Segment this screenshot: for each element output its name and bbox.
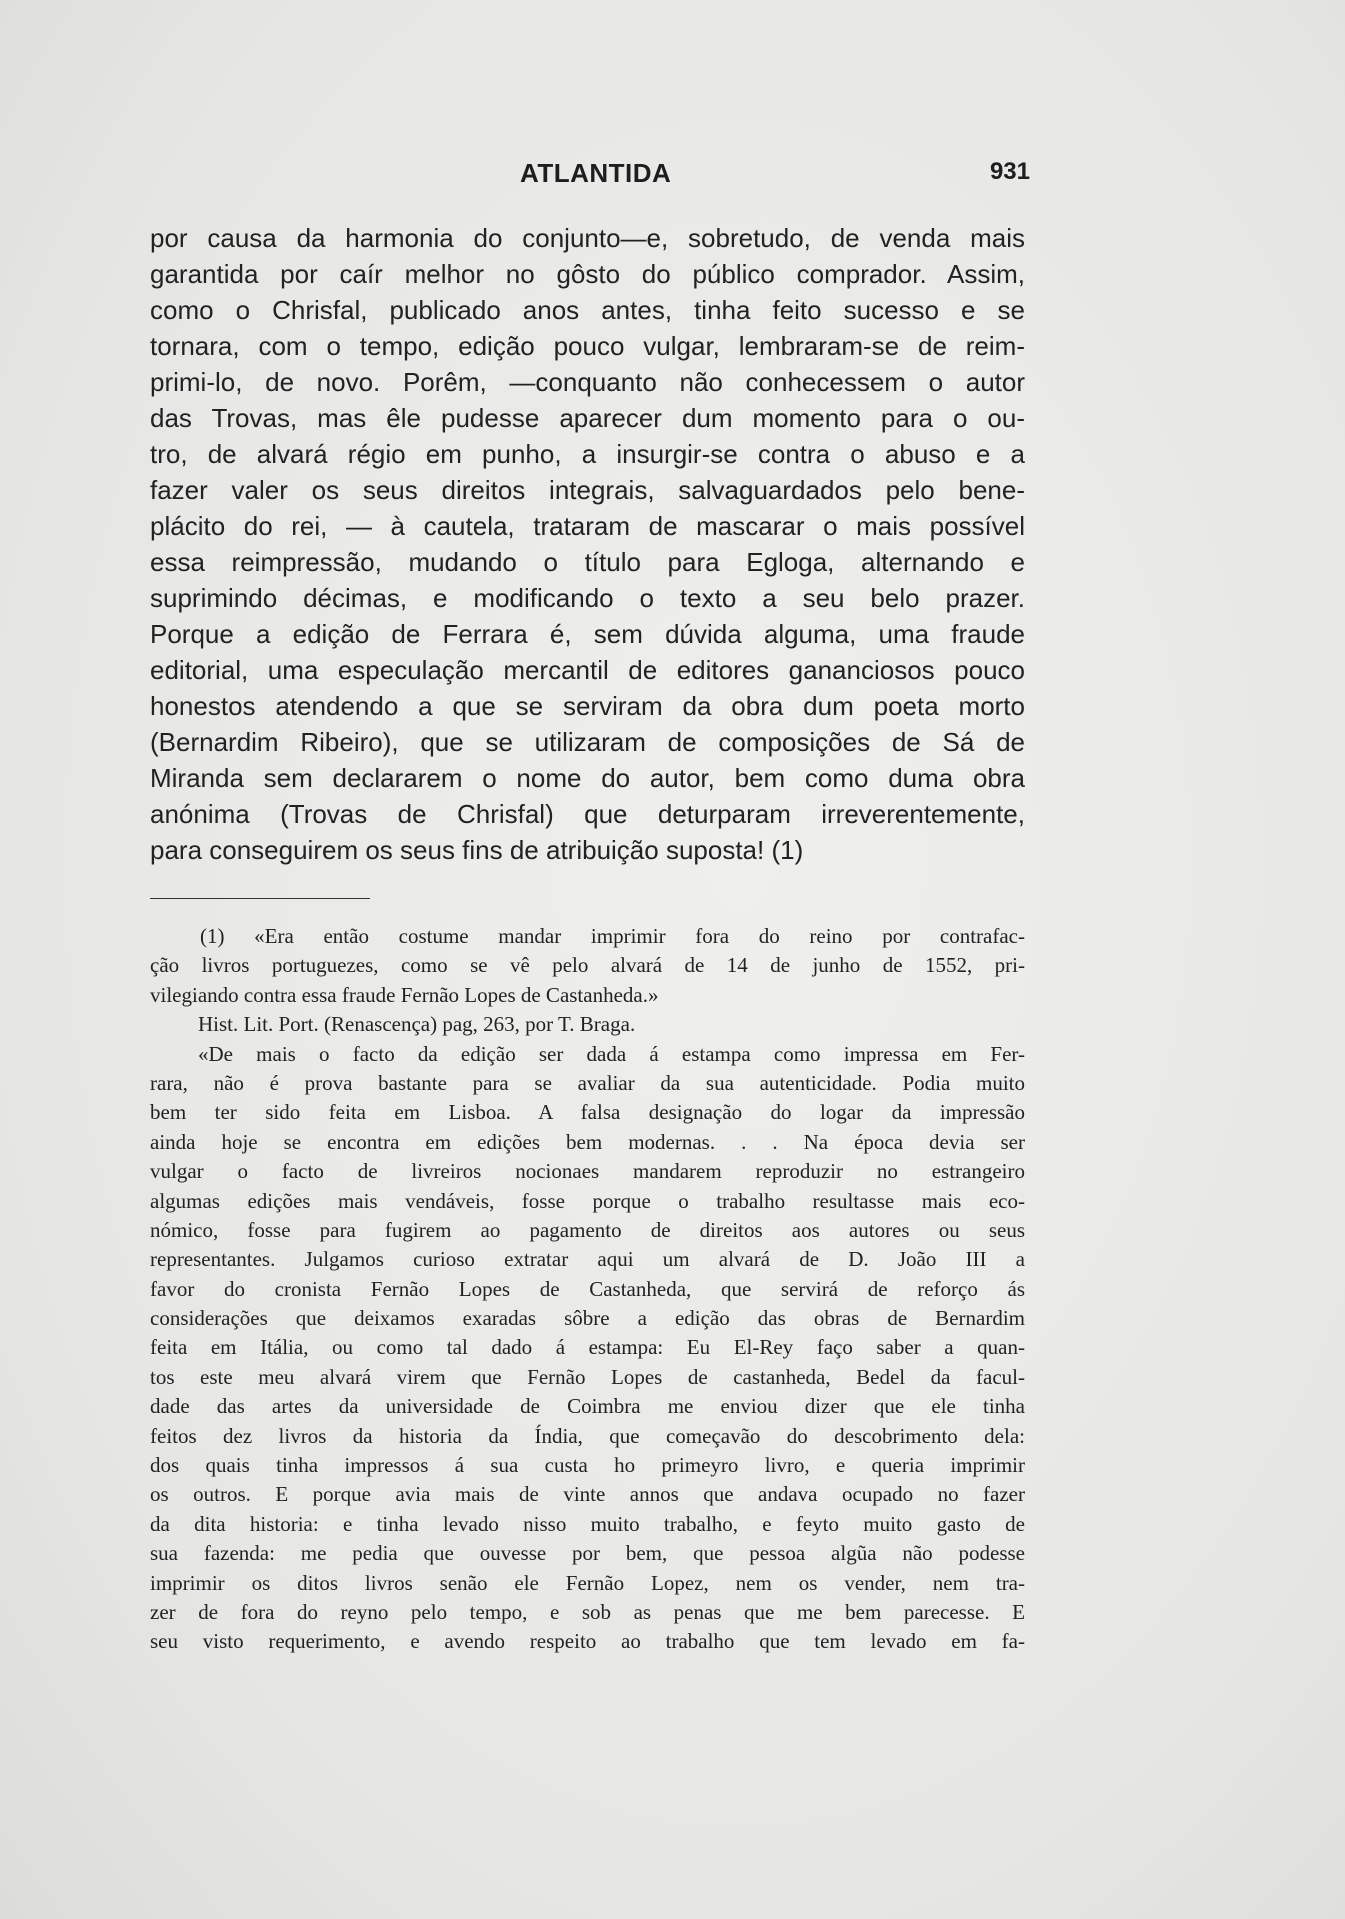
text-line: suprimindo décimas, e modificando o texto a seu belo prazer. [150, 583, 1025, 613]
footnote-line: dos quais tinha impressos á sua custa ho primeyro livro, e queria imprimir [150, 1453, 1025, 1478]
text-line: Porque a edição de Ferrara é, sem dúvida alguma, uma fraude [150, 619, 1025, 649]
text-line: tornara, com o tempo, edição pouco vulgar, lembraram-se de reim- [150, 331, 1025, 361]
footnote-line: nómico, fosse para fugirem ao pagamento de direitos aos autores ou seus [150, 1217, 1025, 1242]
footnote-line: vulgar o facto de livreiros nocionaes mandarem reproduzir no estrangeiro [150, 1159, 1025, 1184]
footnote-line: ção livros portuguezes, como se vê pelo alvará de 14 de junho de 1552, pri- [150, 953, 1025, 978]
footnote-line: algumas edições mais vendáveis, fosse porque o trabalho resultasse mais eco- [150, 1188, 1025, 1213]
text-line: primi-lo, de novo. Porêm, —conquanto não conhecessem o autor [150, 367, 1025, 397]
footnote-line: bem ter sido feita em Lisboa. A falsa designação do logar da impressão [150, 1100, 1025, 1125]
text-line: garantida por caír melhor no gôsto do público comprador. Assim, [150, 259, 1025, 289]
footnote-line: dade das artes da universidade de Coimbra me enviou dizer que ele tinha [150, 1394, 1025, 1419]
footnote-line: vilegiando contra essa fraude Fernão Lopes de Castanheda.» [150, 982, 659, 1007]
footnote-line: seu visto requerimento, e avendo respeito ao trabalho que tem levado em fa- [150, 1629, 1025, 1654]
footnote-line: feitos dez livros da historia da Índia, que começavão do descobrimento dela: [150, 1423, 1025, 1448]
footnote-line: representantes. Julgamos curioso extratar aqui um alvará de D. João III a [150, 1247, 1025, 1272]
text-line: editorial, uma especulação mercantil de editores gananciosos pouco [150, 655, 1025, 685]
footnote-line: imprimir os ditos livros senão ele Fernão Lopez, nem os vender, nem tra- [150, 1570, 1025, 1595]
text-line: para conseguirem os seus fins de atribuição suposta! (1) [150, 835, 804, 865]
footnote-line: Hist. Lit. Port. (Renascença) pag, 263, por T. Braga. [198, 1012, 636, 1037]
footnote-line: favor do cronista Fernão Lopes de Castanheda, que servirá de reforço ás [150, 1276, 1025, 1301]
text-line: como o Chrisfal, publicado anos antes, tinha feito sucesso e se [150, 295, 1025, 325]
footnote-line: rara, não é prova bastante para se avaliar da sua autenticidade. Podia muito [150, 1070, 1025, 1095]
text-line: essa reimpressão, mudando o título para Egloga, alternando e [150, 547, 1025, 577]
footnote-line: (1) «Era então costume mandar imprimir fora do reino por contrafac- [200, 924, 1025, 948]
footnote-separator [150, 898, 370, 899]
footnote-line: «De mais o facto da edição ser dada á estampa como impressa em Fer- [198, 1041, 1025, 1066]
footnote-line: da dita historia: e tinha levado nisso muito trabalho, e feyto muito gasto de [150, 1511, 1025, 1536]
text-line: fazer valer os seus direitos integrais, salvaguardados pelo bene- [150, 475, 1025, 505]
text-line: Miranda sem declararem o nome do autor, bem como duma obra [150, 763, 1025, 793]
footnote-line: tos este meu alvará virem que Fernão Lopes de castanheda, Bedel da facul- [150, 1364, 1025, 1389]
footnote-line: zer de fora do reyno pelo tempo, e sob as penas que me bem parecesse. E [150, 1599, 1025, 1624]
text-line: anónima (Trovas de Chrisfal) que deturparam irreverentemente, [150, 799, 1025, 829]
footnote-line: sua fazenda: me pedia que ouvesse por bem, que pessoa algũa não podesse [150, 1541, 1025, 1566]
footnote-line: os outros. E porque avia mais de vinte annos que andava ocupado no fazer [150, 1482, 1025, 1507]
footnote-line: ainda hoje se encontra em edições bem modernas. . . Na época devia ser [150, 1129, 1025, 1154]
text-line: plácito do rei, — à cautela, trataram de mascarar o mais possível [150, 511, 1025, 541]
page-number: 931 [989, 158, 1030, 185]
text-line: das Trovas, mas êle pudesse aparecer dum momento para o ou- [150, 403, 1025, 433]
footnote-line: feita em Itália, ou como tal dado á estampa: Eu El-Rey faço saber a quan- [150, 1335, 1025, 1360]
running-title: ATLANTIDA [520, 158, 672, 188]
main-text [150, 220, 1025, 868]
text-line: (Bernardim Ribeiro), que se utilizaram de composições de Sá de [150, 727, 1025, 757]
text-line: por causa da harmonia do conjunto—e, sobretudo, de venda mais [150, 223, 1025, 253]
text-line: honestos atendendo a que se serviram da obra dum poeta morto [150, 691, 1025, 721]
text-line: tro, de alvará régio em punho, a insurgir-se contra o abuso e a [150, 439, 1025, 469]
footnote-line: considerações que deixamos exaradas sôbre a edição das obras de Bernardim [150, 1306, 1025, 1331]
page-header [150, 158, 1030, 188]
footnote [150, 922, 1025, 1657]
